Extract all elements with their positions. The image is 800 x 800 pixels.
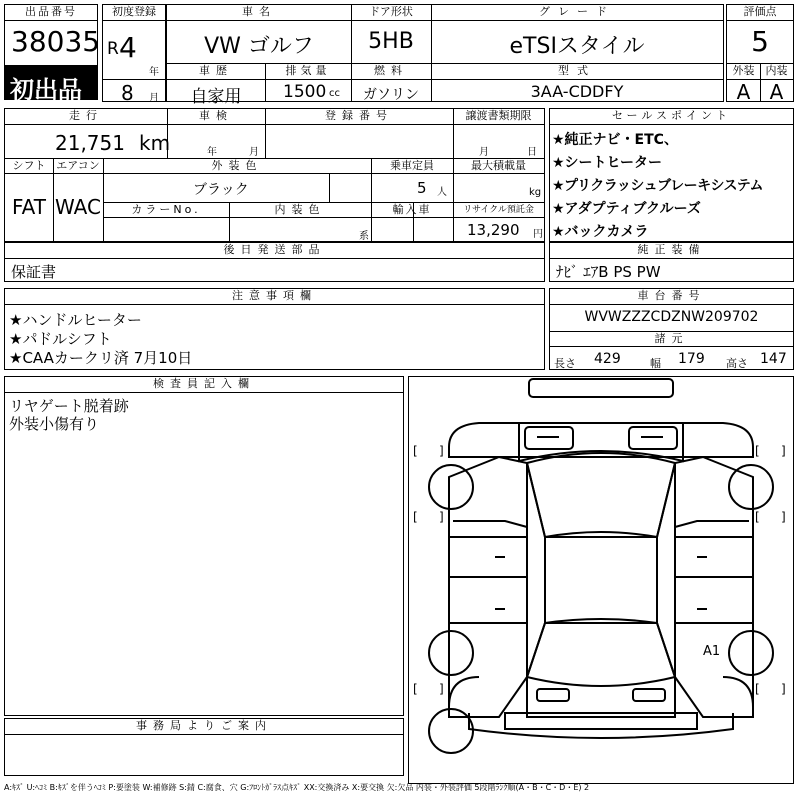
width: 179 (678, 351, 705, 367)
inspector-box (4, 376, 404, 716)
notes-box (4, 288, 545, 370)
later-parts-box (4, 242, 545, 282)
exterior-label: 外装 (732, 64, 755, 77)
shift: FAT (11, 195, 46, 219)
model-code: 3AA-CDDFY (530, 82, 624, 101)
note-1: ★ハンドルヒーター (9, 311, 142, 329)
inspector-line-2: 外装小傷有り (9, 415, 100, 433)
registration-month: 8 (121, 81, 134, 105)
aircon: WAC (55, 195, 101, 219)
inspector-line-1: リヤゲート脱着跡 (9, 397, 129, 415)
model-label: 型式 (558, 64, 596, 77)
note-3: ★CAAカークリ済 7月10日 (9, 349, 193, 367)
capacity: 5 (417, 179, 427, 197)
transfer-day-unit: 日 (527, 147, 537, 158)
inspection-month-unit: 月 (249, 147, 259, 158)
bracket-tr-close: ] (781, 444, 786, 458)
max-load-label: 最大積載量 (471, 159, 526, 172)
office-notice-label: 事務局よりご案内 (136, 719, 272, 732)
registration-year: 4 (119, 31, 137, 64)
mileage-label: 走行 (69, 109, 103, 122)
genuine-equipment-label: 純正装備 (637, 243, 706, 256)
score-label: 評価点 (743, 5, 777, 18)
sales-point-4: ★アダプティブクルーズ (552, 201, 701, 217)
sales-point-1: ★純正ナビ・ETC、 (552, 132, 678, 148)
height-label: 高さ (726, 357, 748, 370)
sales-point-2: ★シートヒーター (552, 155, 662, 171)
lot-number-box (4, 4, 101, 66)
spec-table (4, 108, 545, 242)
shift-label: シフト (12, 159, 46, 172)
damage-mark-a1: A1 (703, 644, 721, 659)
overall-score: 5 (751, 25, 769, 58)
era-label: R (107, 39, 119, 59)
lot-number: 38035 (11, 25, 101, 58)
length-label: 長さ (554, 357, 576, 370)
history-label: 車歴 (199, 64, 233, 77)
bracket-ml: [ (413, 510, 418, 524)
inspection-label: 車検 (199, 109, 233, 122)
aircon-label: エアコン (56, 159, 100, 172)
grade: eTSIスタイル (509, 34, 645, 59)
exterior-grade: A (736, 80, 751, 104)
recycle-fee: 13,290 (467, 221, 520, 239)
bracket-bl: [ (413, 682, 418, 696)
lot-number-label: 出品番号 (25, 5, 77, 18)
inspector-label: 検査員記入欄 (153, 377, 255, 390)
max-load-unit: kg (529, 187, 542, 198)
chassis-box (549, 288, 794, 370)
bracket-ml-close: ] (439, 510, 444, 524)
dimensions-label: 諸元 (654, 332, 689, 345)
exterior-color: ブラック (193, 182, 249, 198)
transfer-month-unit: 月 (479, 147, 489, 158)
first-registration-label: 初度登録 (112, 5, 156, 18)
displacement-unit: cc (329, 88, 340, 99)
damage-legend: A:ｷｽﾞ U:ﾍｺﾐ B:ｷｽﾞを伴うﾍｺﾐ P:要塗装 W:補修跡 S:錆 C:腐食、穴 G:ﾌﾛﾝﾄｶﾞﾗｽ点ｷｽﾞ XX:交換済み X:要交換 欠:欠品 内装・外装評価 5段階ﾗﾝｸ順(A・B・C・D・E) 2 (4, 783, 590, 792)
door-label: ドア形状 (369, 5, 413, 18)
bracket-br-close: ] (781, 682, 786, 696)
genuine-equipment-box (549, 242, 794, 282)
sales-point-5: ★バックカメラ (552, 224, 649, 240)
bracket-br: [ (755, 682, 760, 696)
displacement-label: 排気量 (285, 64, 331, 77)
exterior-color-label: 外装色 (211, 159, 263, 172)
vehicle-diagram (409, 377, 793, 783)
bracket-tr: [ (755, 444, 760, 458)
sales-points-box (549, 108, 794, 242)
interior-grade: A (769, 80, 784, 104)
later-parts-label: 後日発送部品 (223, 243, 326, 256)
chassis-label: 車台番号 (637, 289, 706, 302)
sales-point-3: ★プリクラッシュブレーキシステム (552, 178, 764, 194)
vehicle-info-box (166, 4, 724, 107)
sales-points-label: セールスポイント (611, 109, 731, 122)
note-2: ★パドルシフト (9, 330, 112, 348)
fuel: ガソリン (363, 87, 419, 103)
mileage: 21,751 (55, 131, 125, 155)
interior-color-label: 内装色 (274, 203, 326, 216)
chassis-number: WVWZZZCDZNW209702 (584, 309, 759, 325)
height: 147 (760, 351, 787, 367)
displacement: 1500 (283, 82, 327, 102)
recycle-unit: 円 (533, 229, 543, 240)
office-notice-box (4, 718, 404, 776)
bracket-bl-close: ] (439, 682, 444, 696)
import-label: 輸入車 (392, 203, 432, 216)
door-type: 5HB (368, 29, 414, 54)
capacity-unit: 人 (437, 187, 447, 198)
genuine-equipment: ﾅﾋﾞ ｴｱB PS PW (556, 263, 661, 281)
bracket-mr-close: ] (781, 510, 786, 524)
first-listing-badge (4, 66, 98, 104)
capacity-label: 乗車定員 (390, 159, 434, 172)
color-number-label: カラーNo. (131, 203, 201, 216)
month-unit: 月 (149, 93, 159, 104)
car-name-label: 車名 (242, 5, 276, 18)
first-registration-box (102, 4, 166, 105)
year-unit: 年 (149, 67, 159, 78)
transfer-deadline-label: 譲渡書類期限 (465, 109, 532, 122)
recycle-label: リサイクル預託金 (463, 205, 534, 215)
first-listing-text: 初出品 (10, 76, 82, 104)
history: 自家用 (190, 87, 242, 107)
later-parts: 保証書 (11, 263, 57, 281)
score-box (726, 4, 794, 102)
mileage-unit: km (139, 131, 171, 155)
car-name: VW ゴルフ (204, 34, 314, 59)
width-label: 幅 (650, 357, 661, 370)
vehicle-diagram-box (408, 376, 794, 784)
inspection-year-unit: 年 (207, 147, 217, 158)
registration-number-label: 登録番号 (325, 109, 393, 122)
bracket-mr: [ (755, 510, 760, 524)
bracket-tl-close: ] (439, 444, 444, 458)
notes-label: 注意事項欄 (232, 289, 317, 302)
bracket-tl: [ (413, 444, 418, 458)
grade-label: グレード (539, 5, 615, 18)
interior-color-unit: 系 (359, 231, 369, 242)
interior-label: 内装 (765, 64, 788, 77)
length: 429 (594, 351, 621, 367)
fuel-label: 燃料 (374, 64, 408, 77)
